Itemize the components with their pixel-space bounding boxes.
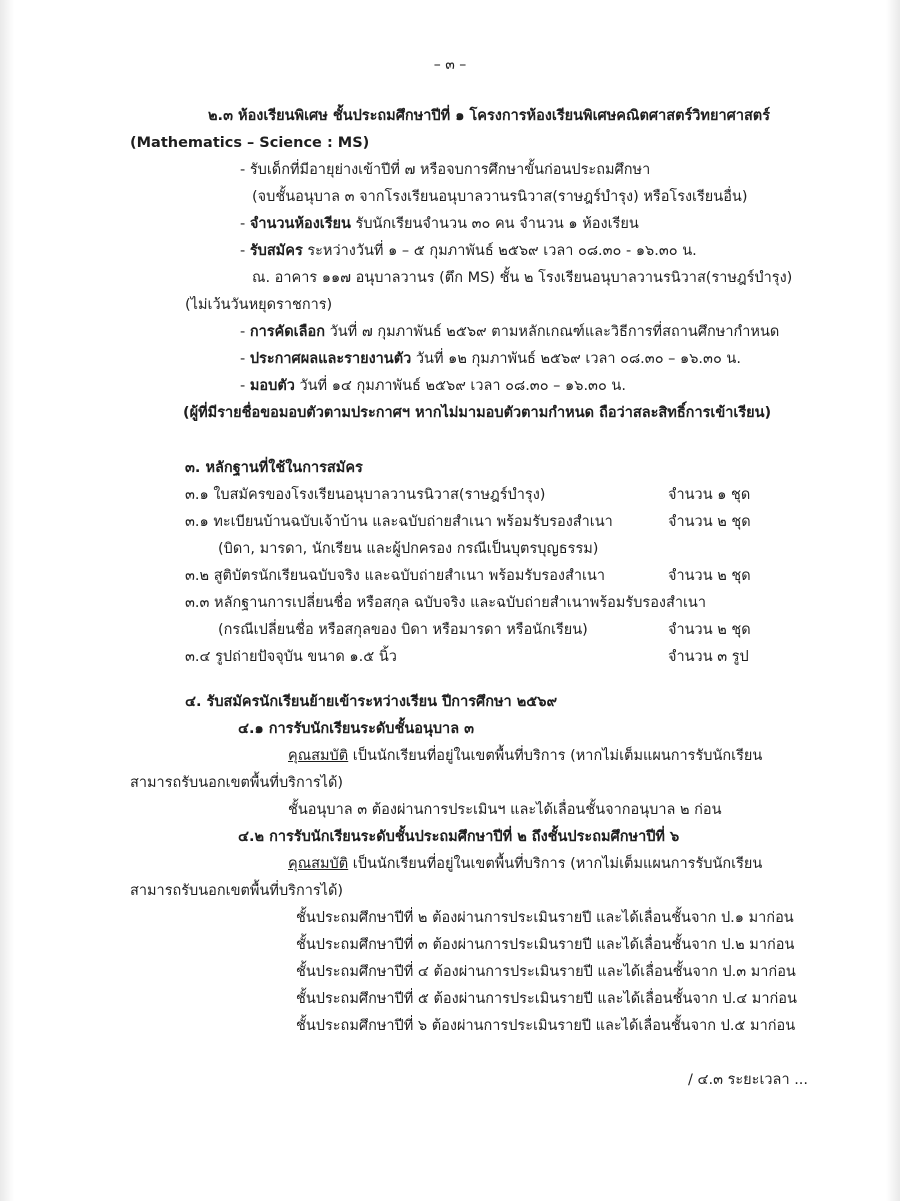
item-select: - การคัดเลือก วันที่ ๗ กุมภาพันธ์ ๒๕๖๙ ตามหลักเกณฑ์และวิธีการที่สถานศึกษากำหนด [240,324,780,340]
section-2-3-heading: ๒.๓ ห้องเรียนพิเศษ ชั้นประถมศึกษาปีที่ ๑ โครงการห้องเรียนพิเศษคณิตศาสตร์วิทยาศาสตร์ [208,108,771,124]
doc-item: ๓.๓ หลักฐานการเปลี่ยนชื่อ หรือสกุล ฉบับจริง และฉบับถ่ายสำเนาพร้อมรับรองสำเนา [185,595,706,611]
doc-qty: จำนวน ๒ ชุด [668,514,751,530]
doc-qty: จำนวน ๓ รูป [668,649,749,665]
section-2-3-heading-cont: (Mathematics – Science : MS) [130,135,370,151]
requirement-4-2: ชั้นประถมศึกษาปีที่ ๓ ต้องผ่านการประเมินรายปี และได้เลื่อนชั้นจาก ป.๒ มาก่อน [296,937,795,953]
continuation-note: / ๔.๓ ระยะเวลา ... [688,1072,809,1088]
page-number: – ๓ – [433,57,467,73]
qualification-4-2-cont: สามารถรับนอกเขตพื้นที่บริการได้) [130,883,344,899]
announce-text: วันที่ ๑๒ กุมภาพันธ์ ๒๕๖๙ เวลา ๐๘.๓๐ – ๑๖.๓๐ น. [411,351,741,367]
doc-item: ๓.๑ ทะเบียนบ้านฉบับเจ้าบ้าน และฉบับถ่ายสำเนา พร้อมรับรองสำเนา [185,514,613,530]
section-4-1-heading: ๔.๑ การรับนักเรียนระดับชั้นอนุบาล ๓ [238,721,475,737]
qual-text: เป็นนักเรียนที่อยู่ในเขตพื้นที่บริการ (หากไม่เต็มแผนการรับนักเรียน [348,748,763,764]
apply-label: รับสมัคร [249,243,303,259]
section-3-heading: ๓. หลักฐานที่ใช้ในการสมัคร [185,460,363,476]
report-text: วันที่ ๑๔ กุมภาพันธ์ ๒๕๖๙ เวลา ๐๘.๓๐ – ๑๖.๓๐ น. [294,378,626,394]
announce-label: ประกาศผลและรายงานตัว [249,351,412,367]
doc-item: ๓.๒ สูติบัตรนักเรียนฉบับจริง และฉบับถ่ายสำเนา พร้อมรับรองสำเนา [185,568,605,584]
page-shadow-left [0,0,14,1201]
requirement-4-2: ชั้นประถมศึกษาปีที่ ๖ ต้องผ่านการประเมินรายปี และได้เลื่อนชั้นจาก ป.๕ มาก่อน [296,1018,796,1034]
requirement-4-2: ชั้นประถมศึกษาปีที่ ๕ ต้องผ่านการประเมินรายปี และได้เลื่อนชั้นจาก ป.๔ มาก่อน [296,991,797,1007]
qual-text: เป็นนักเรียนที่อยู่ในเขตพื้นที่บริการ (หากไม่เต็มแผนการรับนักเรียน [348,856,763,872]
page-shadow-right [886,0,900,1201]
doc-item-note: (กรณีเปลี่ยนชื่อ หรือสกุลของ บิดา หรือมารดา หรือนักเรียน) [218,622,588,638]
rooms-text: รับนักเรียนจำนวน ๓๐ คน จำนวน ๑ ห้องเรียน [350,216,639,232]
qual-label: คุณสมบัติ [288,748,349,764]
warning-note: (ผู้ที่มีรายชื่อขอมอบตัวตามประกาศฯ หากไม่มามอบตัวตามกำหนด ถือว่าสละสิทธิ์การเข้าเรียน) [183,405,772,421]
qualification-4-1-cont: สามารถรับนอกเขตพื้นที่บริการได้) [130,775,344,791]
requirement-4-2: ชั้นประถมศึกษาปีที่ ๒ ต้องผ่านการประเมินรายปี และได้เลื่อนชั้นจาก ป.๑ มาก่อน [296,910,794,926]
item-age: - รับเด็กที่มีอายุย่างเข้าปีที่ ๗ หรือจบการศึกษาขั้นก่อนประถมศึกษา [240,162,651,178]
qualification-4-1 [288,746,762,766]
apply-place: ณ. อาคาร ๑๑๗ อนุบาลวานร (ตึก MS) ชั้น ๒ โรงเรียนอนุบาลวานรนิวาส(ราษฎร์บำรุง) [252,270,793,286]
doc-item: ๓.๔ รูปถ่ายปัจจุบัน ขนาด ๑.๕ นิ้ว [185,649,397,665]
apply-text: ระหว่างวันที่ ๑ – ๕ กุมภาพันธ์ ๒๕๖๙ เวลา ๐๘.๓๐ - ๑๖.๓๐ น. [302,243,697,259]
doc-qty: จำนวน ๒ ชุด [668,622,751,638]
item-rooms: - จำนวนห้องเรียน รับนักเรียนจำนวน ๓๐ คน จำนวน ๑ ห้องเรียน [240,216,639,232]
item-apply: - รับสมัคร ระหว่างวันที่ ๑ – ๕ กุมภาพันธ์ ๒๕๖๙ เวลา ๐๘.๓๐ - ๑๖.๓๐ น. [240,243,697,259]
requirement-4-2: ชั้นประถมศึกษาปีที่ ๔ ต้องผ่านการประเมินรายปี และได้เลื่อนชั้นจาก ป.๓ มาก่อน [296,964,796,980]
apply-note: (ไม่เว้นวันหยุดราชการ) [185,297,333,313]
doc-item-note: (บิดา, มารดา, นักเรียน และผู้ปกครอง กรณีเป็นบุตรบุญธรรม) [218,541,599,557]
qualification-4-2 [288,854,762,874]
item-announce: - ประกาศผลและรายงานตัว วันที่ ๑๒ กุมภาพันธ์ ๒๕๖๙ เวลา ๐๘.๓๐ – ๑๖.๓๐ น. [240,351,741,367]
doc-qty: จำนวน ๒ ชุด [668,568,751,584]
select-text: วันที่ ๗ กุมภาพันธ์ ๒๕๖๙ ตามหลักเกณฑ์และวิธีการที่สถานศึกษากำหนด [325,324,780,340]
report-label: มอบตัว [249,378,295,394]
section-4-2-heading: ๔.๒ การรับนักเรียนระดับชั้นประถมศึกษาปีที่ ๒ ถึงชั้นประถมศึกษาปีที่ ๖ [238,829,680,845]
rooms-label: จำนวนห้องเรียน [249,216,351,232]
doc-item: ๓.๑ ใบสมัครของโรงเรียนอนุบาลวานรนิวาส(ราษฎร์บำรุง) [185,487,546,503]
item-report: - มอบตัว วันที่ ๑๔ กุมภาพันธ์ ๒๕๖๙ เวลา ๐๘.๓๐ – ๑๖.๓๐ น. [240,378,626,394]
doc-qty: จำนวน ๑ ชุด [668,487,751,503]
requirement-4-1: ชั้นอนุบาล ๓ ต้องผ่านการประเมินฯ และได้เลื่อนชั้นจากอนุบาล ๒ ก่อน [288,802,722,818]
qual-label: คุณสมบัติ [288,856,349,872]
item-age-cont: (จบชั้นอนุบาล ๓ จากโรงเรียนอนุบาลวานรนิวาส(ราษฎร์บำรุง) หรือโรงเรียนอื่น) [252,189,748,205]
select-label: การคัดเลือก [249,324,325,340]
section-4-heading: ๔. รับสมัครนักเรียนย้ายเข้าระหว่างเรียน ปีการศึกษา ๒๕๖๙ [185,694,558,710]
